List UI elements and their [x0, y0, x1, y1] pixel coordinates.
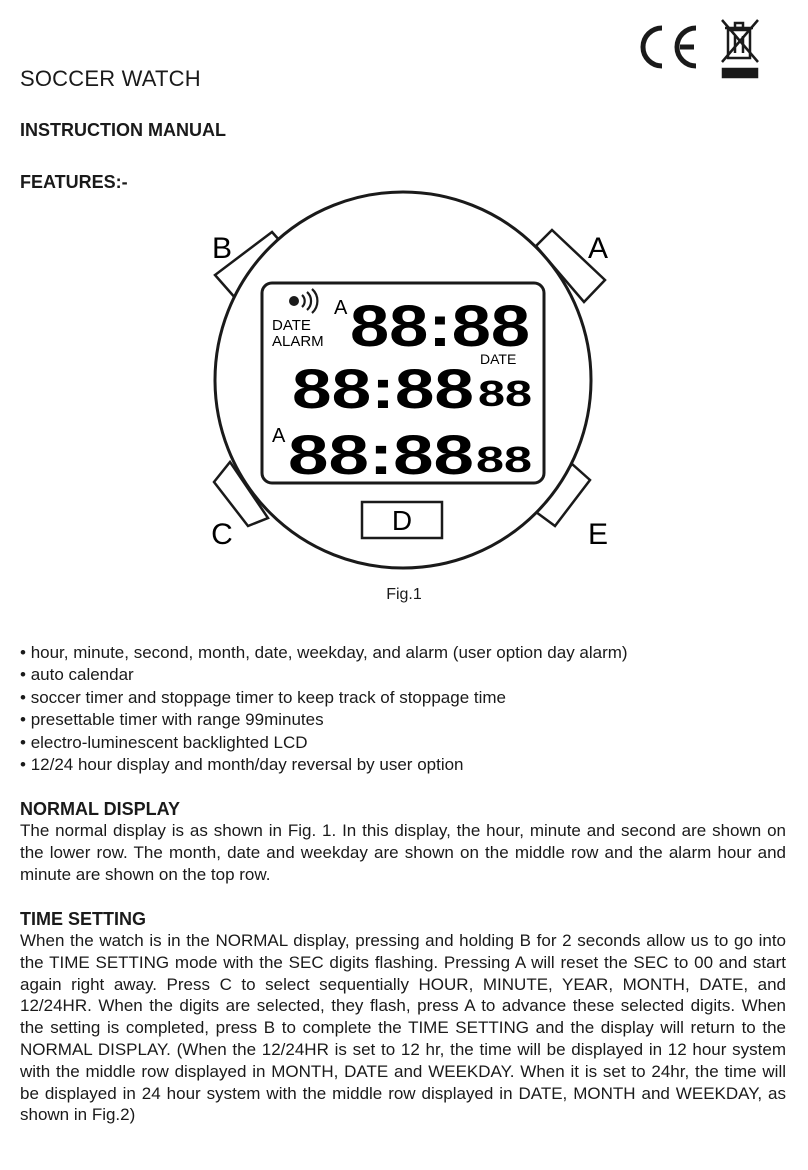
lcd-indicator-bottom: A [272, 425, 286, 447]
normal-display-section [20, 798, 786, 885]
time-setting-body: When the watch is in the NORMAL display, pressing and holding B for 2 seconds allow us to go into the TIME SETTING mode with the SEC digits flashing. Pressing A will reset the SEC to 00 and start again right away. Press C to select sequentially HOUR, MINUTE, YEAR, MONTH, DATE, and 12/24HR. When the digits are selected, they flash, press A to advance these selected digits. When the setting is completed, press B to complete the TIME SETTING and the display will return to the NORMAL DISPLAY. (When the 12/24HR is set to 12 hr, the time will be displayed in 12 hour system with the middle row displayed in MONTH, DATE and WEEKDAY. When it is set to 24hr, the time will be displayed in 24 hour system with the middle row displayed in DATE, MONTH and WEEKDAY, as shown in Fig.2) [20, 931, 786, 1125]
normal-display-body: The normal display is as shown in Fig. 1. In this display, the hour, minute and second are shown on the lower row. The month, date and weekday are shown on the middle row and the alarm hour and minute are shown on the top row. [20, 821, 786, 884]
lcd-bottom-digits: 88:88 [288, 423, 474, 486]
button-b-label: B [211, 232, 233, 265]
time-setting-section [20, 908, 786, 1126]
button-c-label: C [211, 518, 233, 551]
lcd-bottom-small-digits: 88 [476, 439, 532, 480]
feature-item: • soccer timer and stoppage timer to keep track of stoppage time [20, 687, 628, 709]
feature-item: • presettable timer with range 99minutes [20, 709, 628, 731]
document-title: SOCCER WATCH [20, 66, 201, 91]
compliance-marks [632, 16, 772, 82]
feature-item: • auto calendar [20, 664, 628, 686]
feature-item: • electro-luminescent backlighted LCD [20, 732, 628, 754]
figure-caption: Fig.1 [386, 586, 422, 603]
lcd-middle-digits: 88:88 [292, 357, 474, 420]
features-heading: FEATURES:- [20, 172, 128, 192]
features-list [20, 642, 628, 776]
normal-display-heading: NORMAL DISPLAY [20, 799, 181, 819]
feature-item: • hour, minute, second, month, date, weekday, and alarm (user option day alarm) [20, 642, 628, 664]
crossed-out-bin-icon [722, 20, 758, 77]
lcd-date-label: DATE [272, 317, 311, 334]
lcd-date-label-right: DATE [480, 351, 517, 367]
feature-item: • 12/24 hour display and month/day reversal by user option [20, 754, 628, 776]
button-a-label: A [587, 232, 609, 265]
lcd-alarm-label: ALARM [272, 333, 324, 350]
ce-mark-icon [643, 28, 696, 66]
lcd-top-digits: 88:88 [350, 294, 530, 359]
button-e-label: E [587, 518, 609, 551]
document-subtitle: INSTRUCTION MANUAL [20, 120, 226, 140]
button-d-label: D [391, 505, 413, 536]
lcd-middle-small-digits: 88 [478, 373, 532, 414]
lcd-indicator-top: A [334, 297, 348, 319]
watch-figure [190, 190, 630, 580]
time-setting-heading: TIME SETTING [20, 909, 146, 929]
